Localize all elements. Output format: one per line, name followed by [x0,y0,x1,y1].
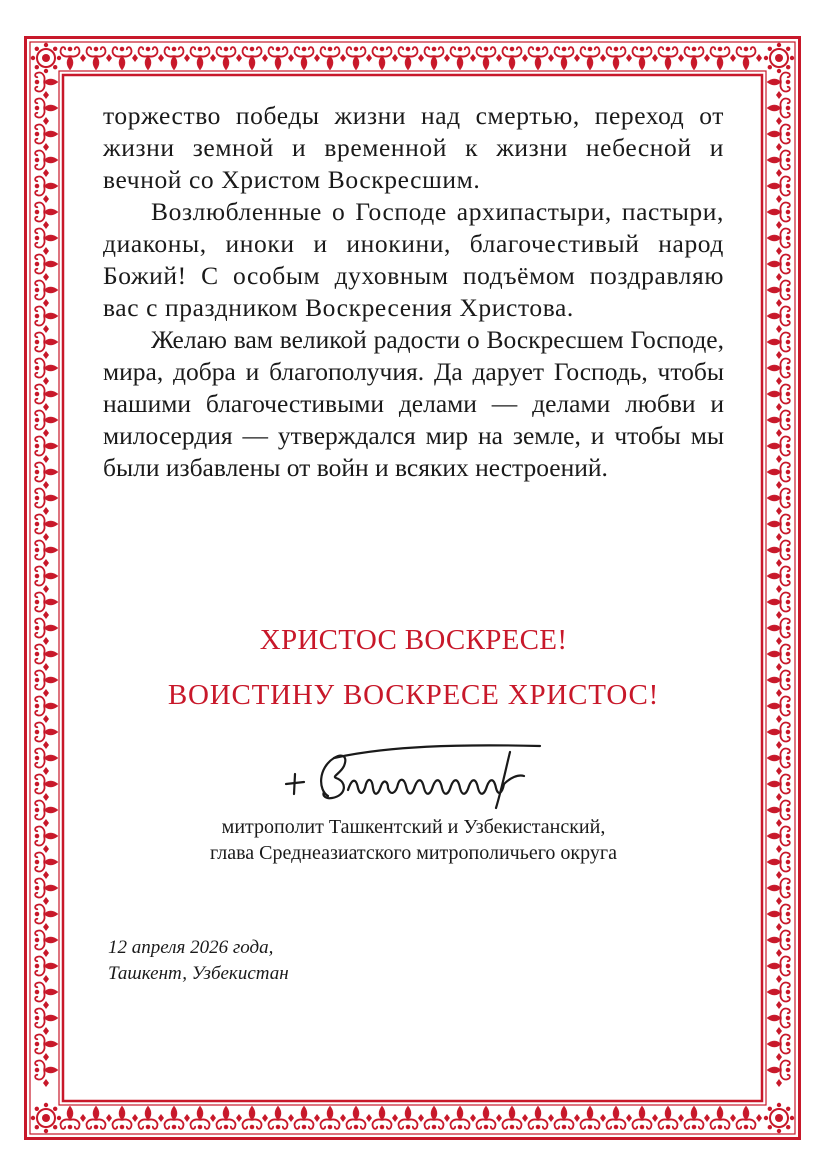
date-and-place [108,935,289,987]
signer-position: глава Среднеазиатского митрополичьего округа [210,842,617,864]
letter-date: 12 апреля 2026 года, [108,937,274,958]
paragraph-1: торжество победы жизни над смертью, переход от жизни земной и временной к жизни небесной и вечной со Христом Воскресшим. [103,101,724,194]
easter-greeting: ХРИСТОС ВОСКРЕСЕ! [259,624,568,656]
handwritten-signature [278,738,548,810]
letter-body [103,100,724,484]
letter-place: Ташкент, Узбекистан [108,963,289,984]
paragraph-2: Возлюбленные о Господе архипастыри, пастыри, диаконы, иноки и инокини, благочестивый народ Божий! С особым духовным подъёмом поздравляю вас с праздником Воскресения Христова. [103,197,724,322]
paragraph-3: Желаю вам великой радости о Воскресшем Господе, мира, добра и благополучия. Да дарует Господь, чтобы нашими благочестивыми делами — делами любви и милосердия — утверждался мир на земле, и чтобы мы были избавлены от войн и всяких нестроений. [103,325,724,482]
signer-title: митрополит Ташкентский и Узбекистанский, [221,816,606,838]
easter-response: ВОИСТИНУ ВОСКРЕСЕ ХРИСТОС! [167,679,660,711]
